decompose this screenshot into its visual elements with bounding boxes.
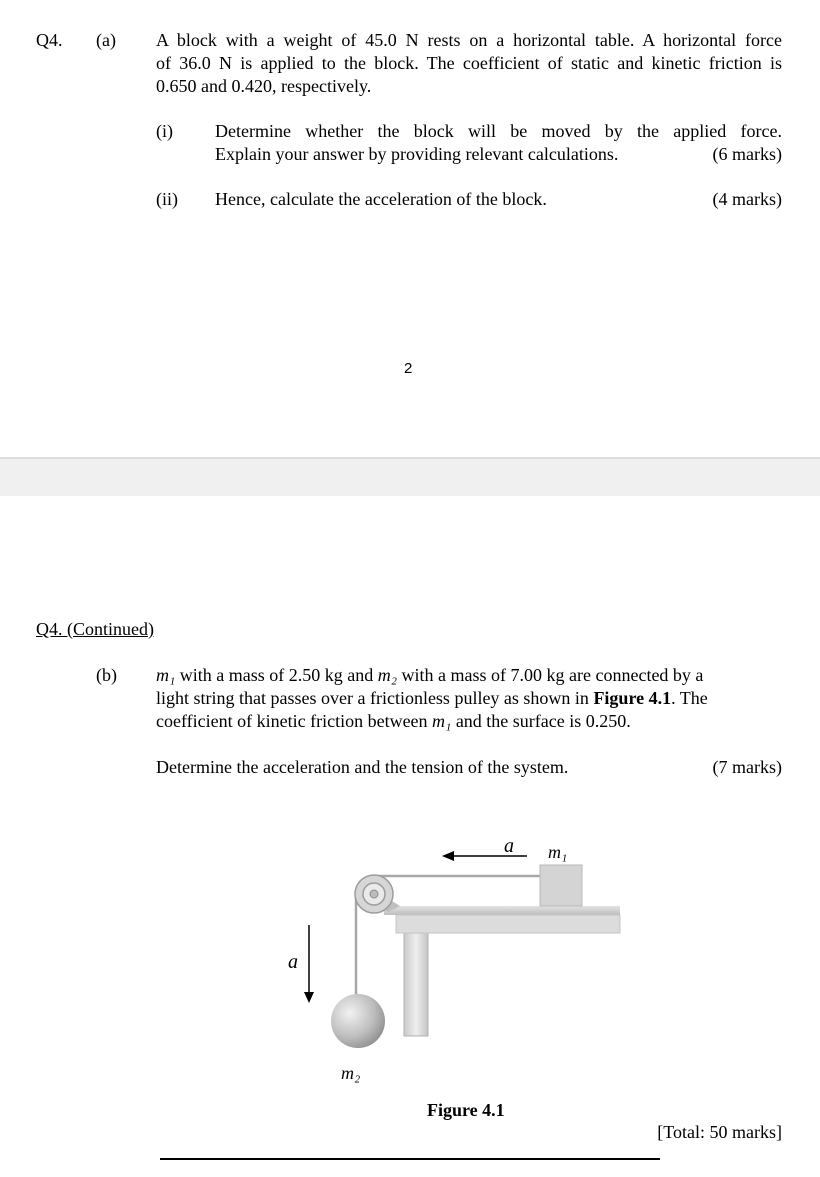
sub-ii-marks: (4 marks): [712, 189, 782, 209]
pulley: [355, 875, 393, 913]
m2-label: m₂: [341, 1063, 361, 1083]
sub-i-marks: (6 marks): [712, 144, 782, 164]
m1-symbol-2: m₁: [432, 711, 452, 731]
part-b-line-2-b: . The: [671, 688, 708, 708]
acceleration-arrow-vertical: [304, 925, 314, 1003]
part-b-line-1: [156, 664, 782, 687]
part-b-line-2: [156, 687, 708, 710]
part-b-line-1-a: with a mass of 2.50 kg and: [175, 665, 378, 685]
part-b-line-3: [156, 710, 631, 733]
figure-reference: Figure 4.1: [593, 688, 672, 708]
part-b-task: Determine the acceleration and the tension of the system.: [156, 757, 569, 777]
page-number: 2: [404, 360, 413, 377]
m1-symbol: m₁: [156, 665, 176, 685]
sub-ii-text: Hence, calculate the acceleration of the block.: [215, 189, 547, 209]
table-top: [384, 906, 620, 915]
accel-label-side: a: [288, 951, 298, 973]
part-a-line-1: A block with a weight of 45.0 N rests on a horizontal table. A horizontal force: [156, 30, 782, 50]
question-number: Q4.: [36, 30, 63, 50]
figure-4-1: [0, 820, 820, 1100]
part-b-line-3-a: coefficient of kinetic friction between: [156, 711, 433, 731]
part-b-label: (b): [96, 665, 117, 685]
block-m1: [540, 865, 582, 906]
m1-label: m₁: [548, 842, 568, 862]
part-b-line-2-a: light string that passes over a frictionless pulley as shown in: [156, 688, 594, 708]
sub-i-line-2: Explain your answer by providing relevant calculations.: [215, 144, 619, 164]
total-marks: [Total: 50 marks]: [657, 1122, 782, 1142]
sub-i-label: (i): [156, 121, 173, 141]
sub-i-line-1: Determine whether the block will be moved by the applied force.: [215, 121, 782, 141]
figure-caption: Figure 4.1: [427, 1100, 505, 1120]
accel-label-top: a: [504, 835, 514, 857]
continued-heading: Q4. (Continued): [36, 619, 154, 639]
table-leg: [404, 918, 428, 1036]
part-b-line-3-b: and the surface is 0.250.: [451, 711, 631, 731]
part-a-label: (a): [96, 30, 116, 50]
part-a-line-2: of 36.0 N is applied to the block. The coefficient of static and kinetic friction is: [156, 53, 782, 73]
part-b-line-1-b: with a mass of 7.00 kg are connected by a: [397, 665, 704, 685]
table-apron: [396, 915, 620, 933]
end-rule: [160, 1158, 660, 1160]
part-a-line-3: 0.650 and 0.420, respectively.: [156, 76, 372, 96]
acceleration-arrow-horizontal: [442, 851, 527, 861]
part-b-marks: (7 marks): [712, 757, 782, 777]
page-separator: [0, 457, 820, 496]
m2-symbol: m₂: [377, 665, 398, 685]
hanging-mass-m2: [331, 994, 385, 1048]
sub-ii-label: (ii): [156, 189, 178, 209]
